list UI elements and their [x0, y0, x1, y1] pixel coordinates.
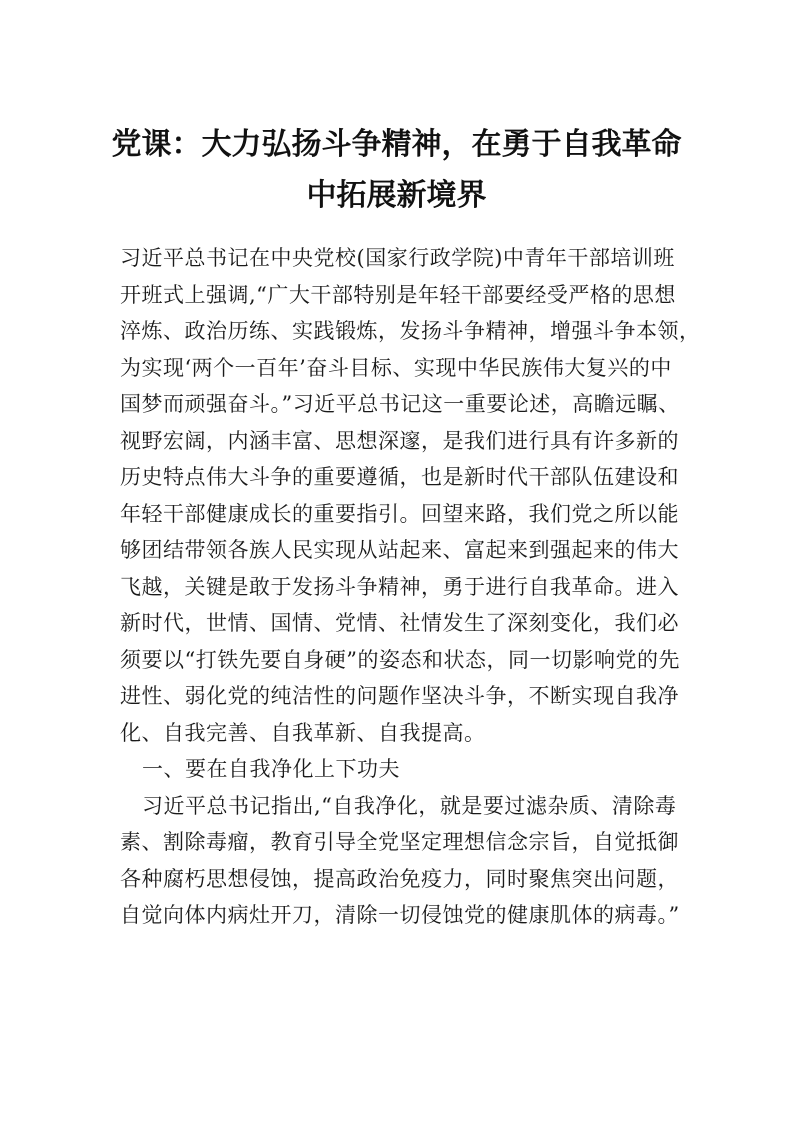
- paragraph-line: 各种腐朽思想侵蚀，提高政治免疫力，同时聚焦突出问题，: [120, 866, 679, 891]
- document-title-line-2: 中拓展新境界: [306, 178, 487, 213]
- paragraph-line: 化、自我完善、自我革新、自我提高。: [120, 720, 486, 745]
- paragraph-line: 为实现‘两个一百年’奋斗目标、实现中华民族伟大复兴的中: [120, 355, 672, 380]
- paragraph-1: [120, 240, 701, 751]
- section-heading: 一、要在自我净化上下功夫: [142, 757, 400, 781]
- paragraph-line: 须要以“打铁先要自身硬”的姿态和状态，同一切影响党的先: [120, 647, 680, 672]
- document-title-line-1: 党课：大力弘扬斗争精神，在勇于自我革命: [111, 127, 682, 162]
- paragraph-2: [120, 788, 680, 934]
- paragraph-line: 新时代，世情、国情、党情、社情发生了深刻变化，我们必: [120, 611, 679, 635]
- paragraph-line: 视野宏阔，内涵丰富、思想深邃，是我们进行具有许多新的: [120, 428, 679, 453]
- paragraph-line: 够团结带领各族人民实现从站起来、富起来到强起来的伟大: [120, 538, 679, 562]
- paragraph-line: 进性、弱化党的纯洁性的问题作坚决斗争，不断实现自我净: [120, 684, 679, 708]
- paragraph-line: 习近平总书记指出,“自我净化，就是要过滤杂质、清除毒: [142, 793, 677, 818]
- document-body: [120, 240, 701, 934]
- paragraph-line: 淬炼、政治历练、实践锻炼，发扬斗争精神，增强斗争本领，: [120, 319, 701, 343]
- paragraph-line: 自觉向体内病灶开刀，清除一切侵蚀党的健康肌体的病毒。”: [120, 903, 680, 927]
- paragraph-line: 素、割除毒瘤，教育引导全党坚定理想信念宗旨，自觉抵御: [120, 830, 679, 854]
- paragraph-line: 开班式上强调,“广大干部特别是年轻干部要经受严格的思想: [120, 282, 676, 307]
- paragraph-line: 习近平总书记在中央党校(国家行政学院)中青年干部培训班: [120, 246, 675, 270]
- paragraph-line: 国梦而顽强奋斗。”习近平总书记这一重要论述，高瞻远瞩、: [120, 392, 680, 416]
- paragraph-line: 历史特点伟大斗争的重要遵循，也是新时代干部队伍建设和: [120, 465, 679, 489]
- paragraph-line: 飞越，关键是敢于发扬斗争精神，勇于进行自我革命。进入: [120, 574, 679, 599]
- paragraph-line: 年轻干部健康成长的重要指引。回望来路，我们党之所以能: [120, 501, 679, 526]
